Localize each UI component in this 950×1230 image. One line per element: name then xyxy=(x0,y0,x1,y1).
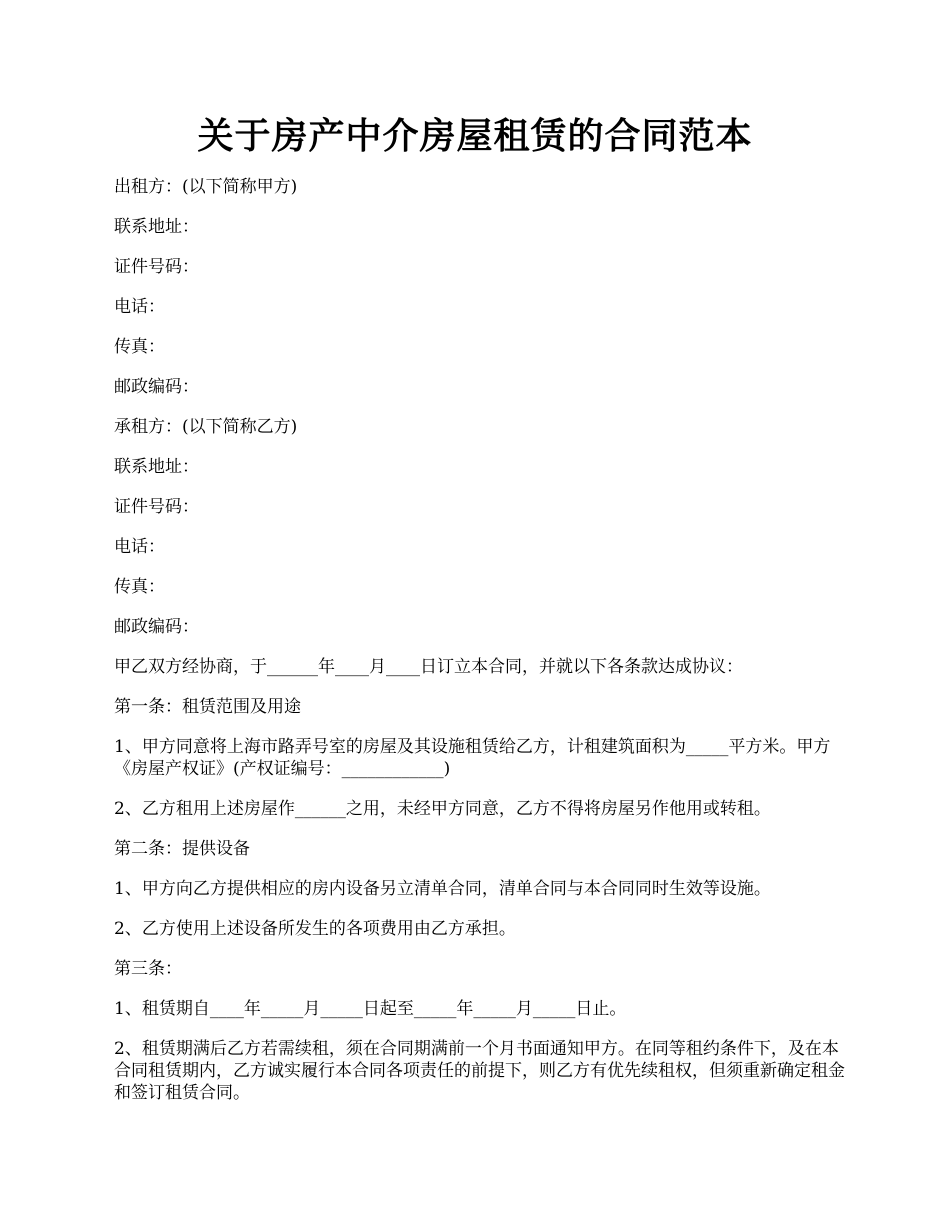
document-title: 关于房产中介房屋租赁的合同范本 xyxy=(197,115,753,157)
lessee-postcode: 邮政编码： xyxy=(114,617,199,637)
article-3-clause-1: 1、租赁期自____年_____月_____日起至_____年_____月_____日止。 xyxy=(114,999,627,1019)
article-1-clause-1: 1、甲方同意将上海市路弄号室的房屋及其设施租赁给乙方，计租建筑面积为_____平方米。甲方《房屋产权证》(产权证编号：____________) xyxy=(114,737,831,779)
article-3-clause-2: 2、租赁期满后乙方若需续租，须在合同期满前一个月书面通知甲方。在同等租约条件下，及在本合同租赁期内，乙方诚实履行本合同各项责任的前提下，则乙方有优先续租权，但须重新确定租金和签订租赁合同。 xyxy=(114,1039,845,1103)
lessor-id-number: 证件号码： xyxy=(114,257,199,277)
lessee-id-number: 证件号码： xyxy=(114,497,199,517)
lessor-address: 联系地址： xyxy=(114,217,199,237)
article-3-heading: 第三条： xyxy=(114,959,182,979)
document-body xyxy=(114,176,854,1122)
lessor-phone: 电话： xyxy=(114,297,165,317)
lessee-address: 联系地址： xyxy=(114,457,199,477)
article-2-clause-2: 2、乙方使用上述设备所发生的各项费用由乙方承担。 xyxy=(114,919,516,939)
article-2-heading: 第二条：提供设备 xyxy=(114,839,250,859)
lessee-fax: 传真： xyxy=(114,577,165,597)
lessee-phone: 电话： xyxy=(114,537,165,557)
article-1-clause-2: 2、乙方租用上述房屋作______之用，未经甲方同意，乙方不得将房屋另作他用或转租。 xyxy=(114,799,771,819)
article-2-clause-1: 1、甲方向乙方提供相应的房内设备另立清单合同，清单合同与本合同同时生效等设施。 xyxy=(114,879,771,899)
lessor-heading: 出租方：(以下简称甲方) xyxy=(114,177,298,197)
lessor-postcode: 邮政编码： xyxy=(114,377,199,397)
lessor-fax: 传真： xyxy=(114,337,165,357)
lessee-heading: 承租方：(以下简称乙方) xyxy=(114,417,298,437)
agreement-intro: 甲乙双方经协商，于______年____月____日订立本合同，并就以下各条款达成协议： xyxy=(114,657,743,677)
article-1-heading: 第一条：租赁范围及用途 xyxy=(114,697,301,717)
